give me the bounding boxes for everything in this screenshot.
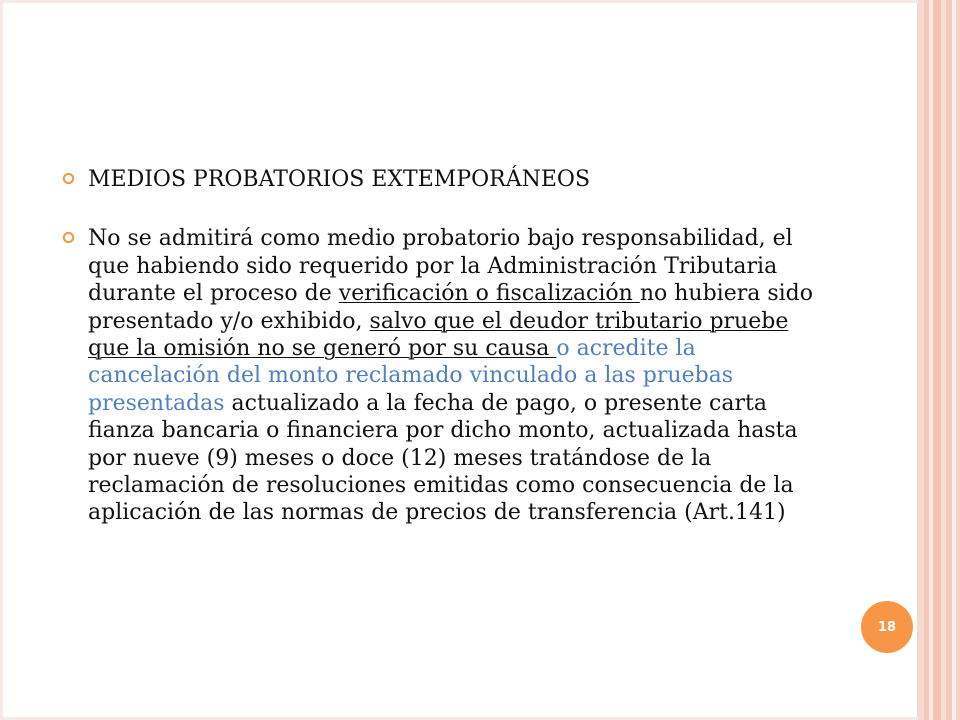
stripe [956, 0, 960, 720]
body-text [88, 226, 813, 525]
bullet-list [62, 166, 822, 527]
body-text-segment: No se admitirá como medio probatorio bajo responsabilidad, el que habiendo sido requerido por la Administración Tributaria durante el proceso de [88, 226, 793, 307]
decorative-stripes [918, 0, 960, 720]
circle-outline-icon [62, 172, 75, 185]
page-number-badge [861, 601, 913, 653]
underlined-phrase: salvo que el deudor tributario pruebe que la omisión no se generó por su causa [88, 308, 789, 362]
bullet-title [62, 166, 822, 193]
stripe [933, 0, 941, 720]
section-title: MEDIOS PROBATORIOS EXTEMPORÁNEOS [88, 167, 591, 192]
underlined-phrase: verificación o fiscalización [338, 281, 640, 307]
frame-top-border [0, 0, 918, 3]
circle-outline-icon [62, 231, 75, 244]
bullet-body [62, 225, 822, 526]
page-number: 18 [877, 619, 897, 635]
frame-left-border [0, 0, 3, 720]
body-text-segment: no hubiera sido presentado y/o exhibido, [88, 281, 813, 334]
highlighted-phrase: o acredite la cancelación del monto reclamado vinculado a las pruebas presentadas [88, 336, 734, 416]
body-text-segment: actualizado a la fecha de pago, o presente carta fianza bancaria o financiera por dicho monto, actualizada hasta por nueve (9) meses o doce (12) meses tratándose de la reclamación de resoluciones emitidas como consecuencia de la aplicación de las normas de precios de transferencia (Art.141) [88, 390, 798, 526]
